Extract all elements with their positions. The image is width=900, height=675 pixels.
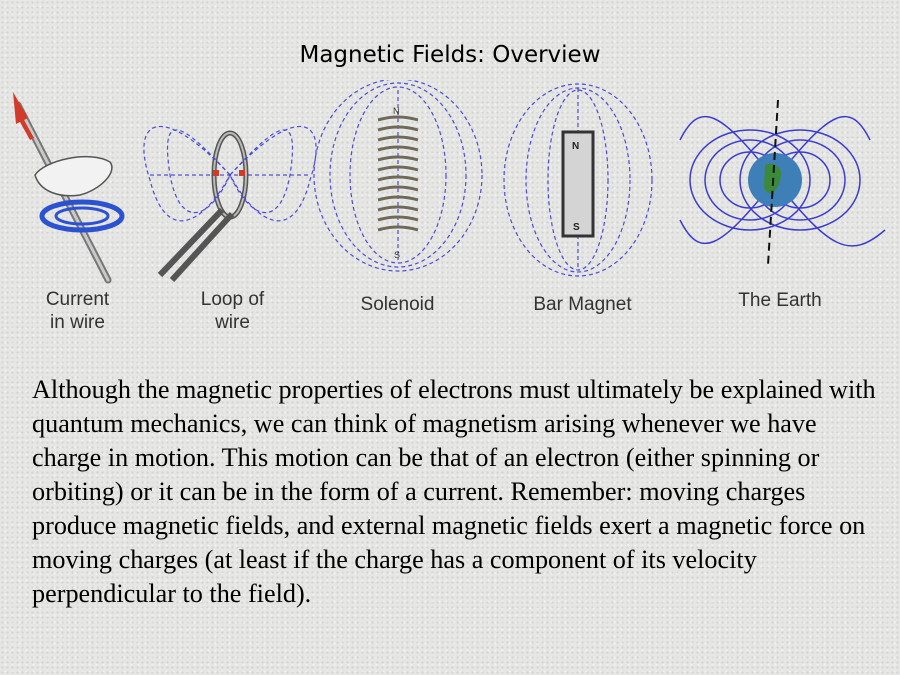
label-current-in-wire-line1: Current [45, 289, 110, 310]
loop-of-wire-illustration [144, 126, 316, 280]
slide-title: Magnetic Fields: Overview [299, 42, 601, 68]
body-paragraph: Although the magnetic properties of electrons must ultimately be explained with quantum mechanics, we can think of magnetism arising whenever we have charge in motion. This motion can be that of an electron (either spinning or orbiting) or it can be in the form of a current. Remember: moving charges produce magnetic fields, and external magnetic fields exert a magnetic force on moving charges (at least if the charge has a component of its velocity perpendicular to the field). [32, 375, 876, 608]
magnetic-fields-figure [0, 80, 900, 345]
solenoid-north-label: N [393, 106, 400, 116]
label-bar-magnet: Bar Magnet [533, 294, 632, 315]
solenoid-south-label: S [394, 250, 401, 260]
bar-magnet-south-label: S [573, 222, 580, 233]
label-loop-of-wire-line2: wire [215, 312, 250, 333]
bar-magnet-illustration [504, 84, 652, 276]
current-arrow [13, 92, 34, 140]
bar-magnet-north-label: N [572, 141, 580, 152]
current-in-wire-illustration [13, 92, 122, 280]
label-loop-of-wire-line1: Loop of [200, 289, 265, 310]
earth-illustration [680, 100, 885, 265]
solenoid-illustration [314, 80, 482, 271]
label-current-in-wire [30, 288, 125, 334]
label-the-earth: The Earth [738, 290, 822, 311]
label-solenoid: Solenoid [360, 294, 435, 315]
label-loop-of-wire [185, 288, 280, 334]
label-current-in-wire-line2: in wire [50, 312, 105, 333]
